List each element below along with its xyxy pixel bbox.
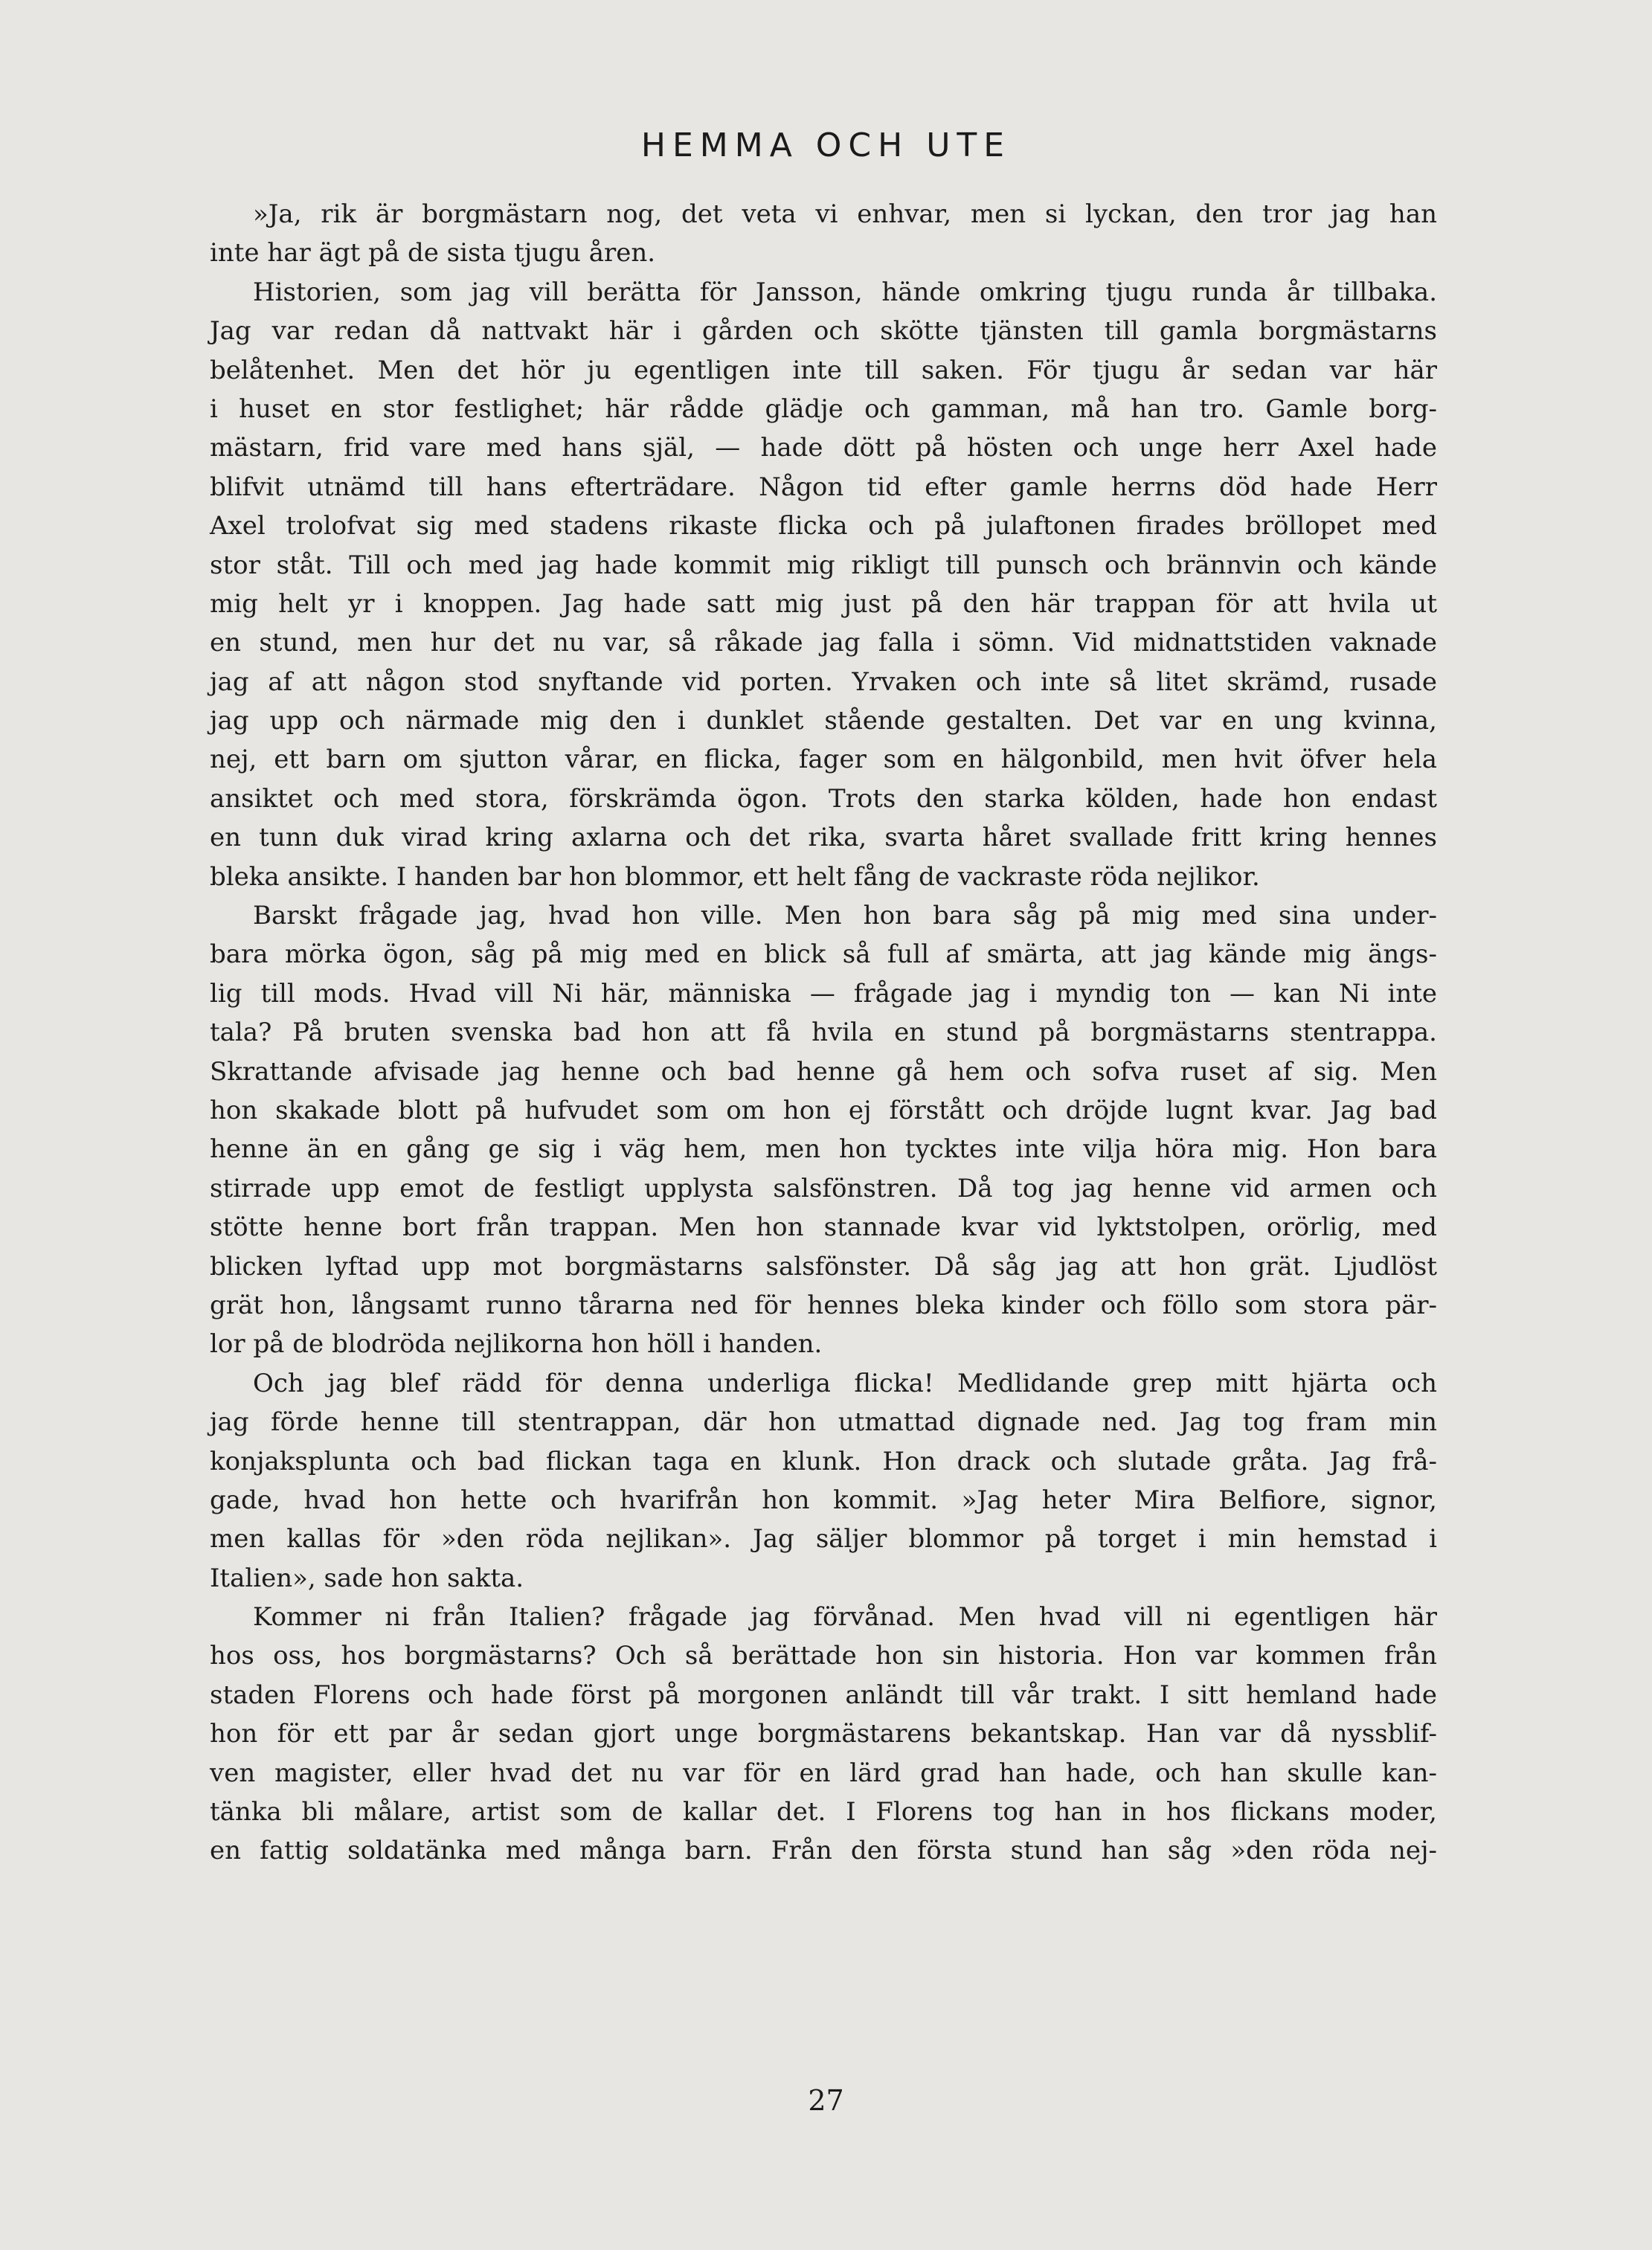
article-body (210, 195, 1437, 1871)
text-line: ven magister, eller hvad det nu var för en lärd grad han hade, och han skulle kan- (210, 1758, 1437, 1788)
text-line: »Ja, rik är borgmästarn nog, det veta vi enhvar, men si lyckan, den tror jag han (253, 199, 1437, 229)
running-header: HEMMA OCH UTE (640, 126, 1012, 164)
text-line: jag förde henne till stentrappan, där hon utmattad dignade ned. Jag tog fram min (210, 1407, 1437, 1438)
text-line: en tunn duk virad kring axlarna och det rika, svarta håret svallade fritt kring hennes (210, 823, 1437, 853)
text-line: Kommer ni från Italien? frågade jag förvånad. Men hvad vill ni egentligen här (253, 1602, 1437, 1633)
text-line: belåtenhet. Men det hör ju egentligen inte till saken. För tjugu år sedan var här (210, 355, 1437, 385)
text-line: lor på de blodröda nejlikorna hon höll i handen. (210, 1329, 823, 1360)
text-line: Skrattande afvisade jag henne och bad henne gå hem och sofva ruset af sig. Men (210, 1056, 1437, 1087)
text-line: bara mörka ögon, såg på mig med en blick så full af smärta, att jag kände mig ängs- (210, 939, 1437, 970)
text-line: jag af att någon stod snyftande vid porten. Yrvaken och inte så litet skrämd, rusade (210, 666, 1437, 697)
text-line: jag upp och närmade mig den i dunklet stående gestalten. Det var en ung kvinna, (210, 706, 1437, 736)
text-line: blifvit utnämd till hans efterträdare. Någon tid efter gamle herrns död hade Herr (210, 472, 1437, 502)
text-line: men kallas för »den röda nejlikan». Jag säljer blommor på torget i min hemstad i (210, 1524, 1437, 1555)
text-line: hon skakade blott på hufvudet som om hon ej förstått och dröjde lugnt kvar. Jag bad (210, 1095, 1437, 1125)
text-line: Historien, som jag vill berätta för Jansson, hände omkring tjugu runda år tillbaka. (253, 277, 1437, 307)
text-line: henne än en gång ge sig i väg hem, men hon tycktes inte vilja höra mig. Hon bara (210, 1134, 1437, 1165)
text-line: konjaksplunta och bad flickan taga en klunk. Hon drack och slutade gråta. Jag frå- (210, 1446, 1437, 1476)
text-line: mig helt yr i knoppen. Jag hade satt mig just på den här trappan för att hvila ut (210, 588, 1437, 619)
text-line: Axel trolofvat sig med stadens rikaste flicka och på julaftonen firades bröllopet med (210, 511, 1437, 541)
text-line: stirrade upp emot de festligt upplysta salsfönstren. Då tog jag henne vid armen och (210, 1173, 1437, 1203)
text-line: Italien», sade hon sakta. (210, 1563, 524, 1593)
text-line: Och jag blef rädd för denna underliga flicka! Medlidande grep mitt hjärta och (253, 1368, 1437, 1398)
text-line: gade, hvad hon hette och hvarifrån hon kommit. »Jag heter Mira Belfiore, signor, (210, 1485, 1437, 1515)
text-line: lig till mods. Hvad vill Ni här, människa — frågade jag i myndig ton — kan Ni inte (210, 978, 1437, 1009)
text-line: stor ståt. Till och med jag hade kommit mig rikligt till punsch och brännvin och kände (210, 550, 1437, 580)
text-line: tala? På bruten svenska bad hon att få hvila en stund på borgmästarns stentrappa. (210, 1018, 1437, 1048)
text-line: en stund, men hur det nu var, så råkade jag falla i sömn. Vid midnattstiden vaknade (210, 628, 1437, 658)
text-line: Barskt frågade jag, hvad hon ville. Men hon bara såg på mig med sina under- (253, 901, 1437, 931)
text-line: staden Florens och hade först på morgonen anländt till vår trakt. I sitt hemland hade (210, 1680, 1437, 1710)
text-line: stötte henne bort från trappan. Men hon stannade kvar vid lyktstolpen, orörlig, med (210, 1212, 1437, 1243)
text-line: hon för ett par år sedan gjort unge borgmästarens bekantskap. Han var då nyssblif- (210, 1719, 1437, 1749)
page-number: 27 (808, 2084, 844, 2117)
text-line: Jag var redan då nattvakt här i gården och skötte tjänsten till gamla borgmästarns (210, 316, 1437, 347)
text-line: mästarn, frid vare med hans själ, — hade dött på hösten och unge herr Axel hade (210, 433, 1437, 463)
text-line: inte har ägt på de sista tjugu åren. (210, 238, 656, 269)
text-line: tänka bli målare, artist som de kallar det. I Florens tog han in hos flickans moder, (210, 1797, 1437, 1828)
text-line: en fattig soldatänka med många barn. Från den första stund han såg »den röda nej- (210, 1836, 1437, 1866)
text-line: grät hon, långsamt runno tårarna ned för hennes bleka kinder och föllo som stora pär- (210, 1290, 1437, 1320)
text-line: blicken lyftad upp mot borgmästarns salsfönster. Då såg jag att hon grät. Ljudlöst (210, 1251, 1437, 1282)
text-line: ansiktet och med stora, förskrämda ögon. Trots den starka kölden, hade hon endast (210, 783, 1437, 814)
text-line: i huset en stor festlighet; här rådde glädje och gamman, må han tro. Gamle borg- (210, 393, 1437, 424)
text-line: nej, ett barn om sjutton vårar, en flicka, fager som en hälgonbild, men hvit öfver hela (210, 745, 1437, 775)
text-line: bleka ansikte. I handen bar hon blommor, ett helt fång de vackraste röda nejlikor. (210, 861, 1260, 892)
text-line: hos oss, hos borgmästarns? Och så berättade hon sin historia. Hon var kommen från (210, 1641, 1437, 1671)
